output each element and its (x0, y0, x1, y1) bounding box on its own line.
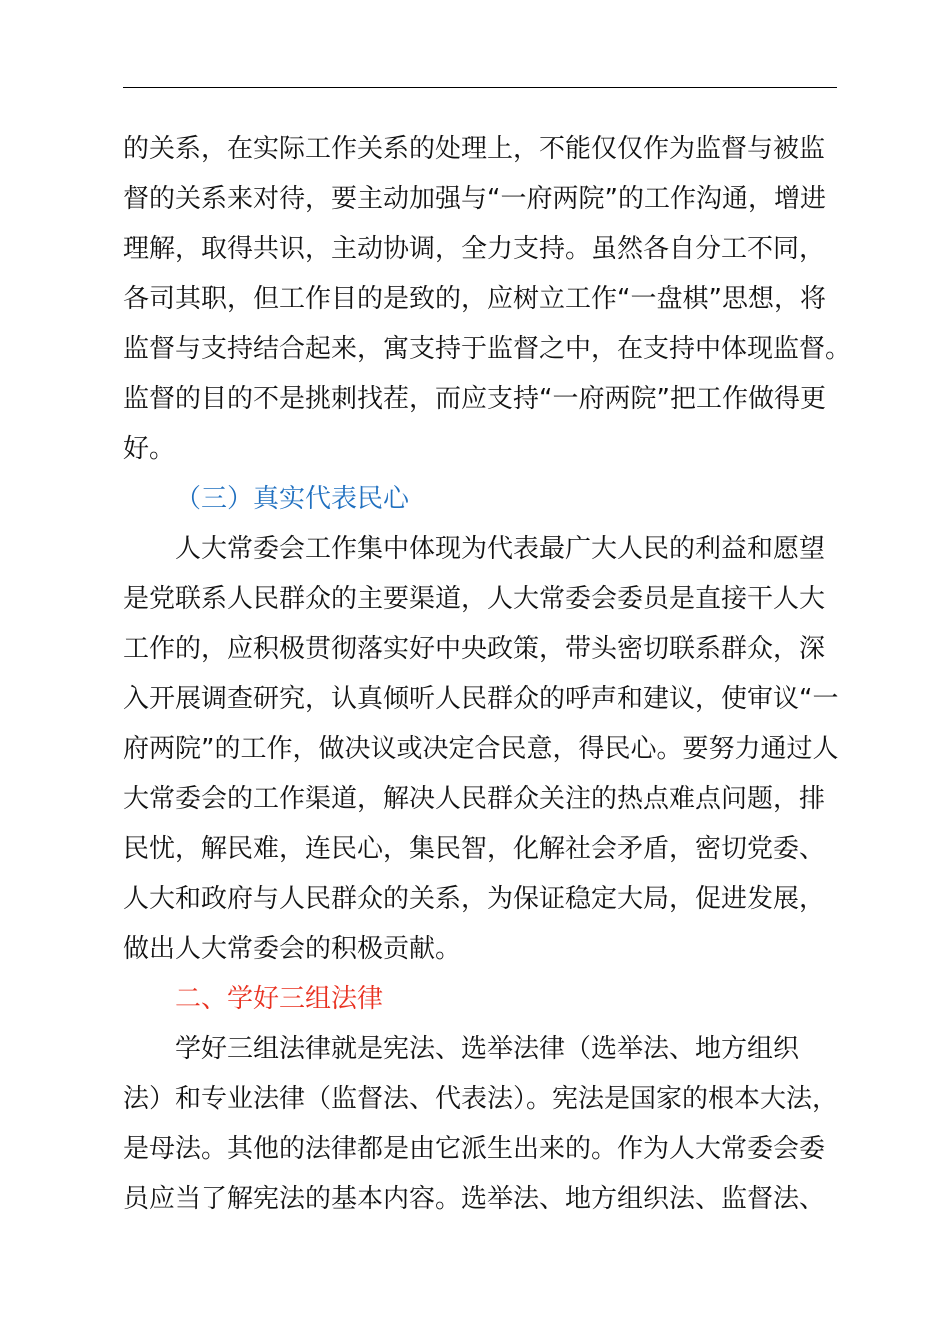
text-line: 是党联系人民群众的主要渠道，人大常委会委员是直接干人大 (123, 584, 826, 614)
header-rule (123, 87, 837, 88)
document-body (123, 124, 863, 1224)
text-line: 人大和政府与人民群众的关系，为保证稳定大局，促进发展， (123, 884, 826, 914)
text-line: 的关系，在实际工作关系的处理上，不能仅仅作为监督与被监 (123, 134, 826, 164)
paragraph-represent-people (123, 524, 863, 974)
text-line: 人大常委会工作集中体现为代表最广大人民的利益和愿望 (175, 534, 826, 564)
text-line: 府两院”的工作，做决议或决定合民意，得民心。要努力通过人 (123, 734, 839, 764)
subheading-represent-people: （三）真实代表民心 (175, 484, 410, 514)
heading-three-laws: 二、学好三组法律 (175, 984, 384, 1014)
text-line: 是母法。其他的法律都是由它派生出来的。作为人大常委会委 (123, 1134, 826, 1164)
text-line: 督的关系来对待，要主动加强与“一府两院”的工作沟通，增进 (123, 184, 826, 214)
text-line: 做出人大常委会的积极贡献。 (123, 934, 462, 964)
text-line: 法）和专业法律（监督法、代表法）。宪法是国家的根本大法， (123, 1084, 839, 1114)
text-line: 员应当了解宪法的基本内容。选举法、地方组织法、监督法、 (123, 1184, 826, 1214)
text-line: 大常委会的工作渠道，解决人民群众关注的热点难点问题，排 (123, 784, 826, 814)
text-line: 工作的，应积极贯彻落实好中央政策，带头密切联系群众，深 (123, 634, 826, 664)
text-line: 入开展调查研究，认真倾听人民群众的呼声和建议，使审议“一 (123, 684, 839, 714)
paragraph-relations (123, 124, 863, 474)
text-line: 理解，取得共识，主动协调，全力支持。虽然各自分工不同， (123, 234, 826, 264)
text-line: 监督与支持结合起来，寓支持于监督之中，在支持中体现监督。 (123, 334, 852, 364)
text-line: 各司其职，但工作目的是致的，应树立工作“一盘棋”思想，将 (123, 284, 826, 314)
text-line: 民忧，解民难，连民心，集民智，化解社会矛盾，密切党委、 (123, 834, 826, 864)
text-line: 监督的目的不是挑刺找茬，而应支持“一府两院”把工作做得更 (123, 384, 826, 414)
paragraph-three-laws (123, 1024, 863, 1224)
text-line: 学好三组法律就是宪法、选举法律（选举法、地方组织 (175, 1034, 800, 1064)
text-line: 好。 (123, 434, 176, 464)
